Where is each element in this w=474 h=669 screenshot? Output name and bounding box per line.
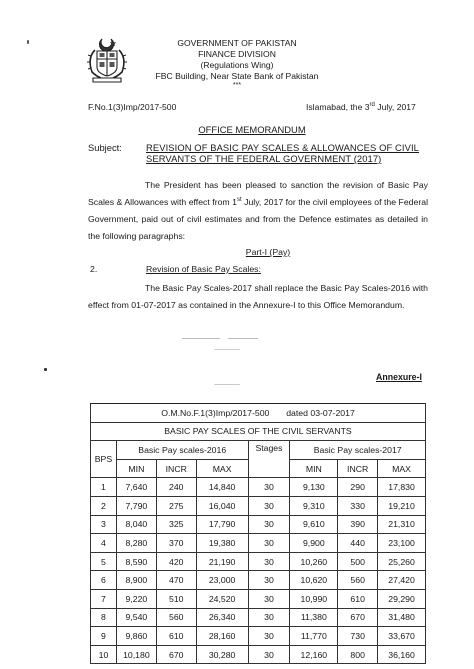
cell-min16: 8,900 <box>116 571 156 590</box>
table-row <box>91 589 426 608</box>
table-ref: O.M.No.F.1(3)Imp/2017-500 <box>161 407 270 418</box>
cell-incr16: 470 <box>156 571 196 590</box>
cell-max17: 17,830 <box>378 478 426 497</box>
table-row <box>91 571 426 590</box>
col-header-min-2017: MIN <box>290 459 338 478</box>
annexure-label: Annexure-I <box>376 372 422 382</box>
cell-incr17: 440 <box>338 534 378 553</box>
cell-bps: 5 <box>91 552 117 571</box>
date-line <box>306 102 416 112</box>
cell-max17: 29,290 <box>378 589 426 608</box>
col-header-incr-2017: INCR <box>338 459 378 478</box>
file-number: F.No.1(3)Imp/2017-500 <box>88 102 177 112</box>
part-heading: Part-I (Pay) <box>245 247 291 257</box>
table-title-row <box>91 422 426 441</box>
cell-max16: 19,380 <box>196 534 248 553</box>
cell-incr16: 325 <box>156 515 196 534</box>
cell-incr17: 560 <box>338 571 378 590</box>
cell-min16: 9,540 <box>116 608 156 627</box>
cell-incr17: 800 <box>338 645 378 664</box>
cell-bps: 8 <box>91 608 117 627</box>
cell-incr17: 330 <box>338 496 378 515</box>
cell-stages: 30 <box>248 608 290 627</box>
cell-incr17: 610 <box>338 589 378 608</box>
header-government: GOVERNMENT OF PAKISTAN <box>177 38 297 48</box>
memo-title: OFFICE MEMORANDUM <box>198 124 306 135</box>
cell-incr17: 390 <box>338 515 378 534</box>
cell-bps: 3 <box>91 515 117 534</box>
cell-incr16: 510 <box>156 589 196 608</box>
cell-min16: 9,220 <box>116 589 156 608</box>
cell-max17: 33,670 <box>378 627 426 646</box>
cell-min16: 9,860 <box>116 627 156 646</box>
subject-text: REVISION OF BASIC PAY SCALES & ALLOWANCES OF CIVIL SERVANTS OF THE FEDERAL GOVERNMENT (2017) <box>146 142 419 164</box>
group-header-2016: Basic Pay scales-2016 <box>116 441 248 460</box>
cell-max17: 23,100 <box>378 534 426 553</box>
cell-min17: 12,160 <box>290 645 338 664</box>
cell-max17: 19,210 <box>378 496 426 515</box>
cell-max16: 17,790 <box>196 515 248 534</box>
cell-bps: 9 <box>91 627 117 646</box>
cell-incr16: 420 <box>156 552 196 571</box>
table-ref-row <box>91 404 426 423</box>
cell-max16: 26,340 <box>196 608 248 627</box>
cell-bps: 7 <box>91 589 117 608</box>
cell-min17: 9,310 <box>290 496 338 515</box>
cell-stages: 30 <box>248 645 290 664</box>
cell-max16: 30,280 <box>196 645 248 664</box>
table-row <box>91 552 426 571</box>
scan-noise <box>214 384 240 385</box>
cell-incr16: 610 <box>156 627 196 646</box>
cell-min17: 9,610 <box>290 515 338 534</box>
table-row <box>91 515 426 534</box>
cell-min16: 8,280 <box>116 534 156 553</box>
cell-incr17: 500 <box>338 552 378 571</box>
cell-stages: 30 <box>248 478 290 497</box>
cell-min16: 7,790 <box>116 496 156 515</box>
header-stars: *** <box>232 82 242 89</box>
cell-min16: 7,640 <box>116 478 156 497</box>
cell-max16: 24,520 <box>196 589 248 608</box>
cell-min17: 9,900 <box>290 534 338 553</box>
header-address: FBC Building, Near State Bank of Pakistan <box>155 71 319 81</box>
cell-max16: 28,160 <box>196 627 248 646</box>
table-row <box>91 627 426 646</box>
col-header-max-2017: MAX <box>378 459 426 478</box>
cell-stages: 30 <box>248 571 290 590</box>
cell-bps: 4 <box>91 534 117 553</box>
cell-min17: 9,130 <box>290 478 338 497</box>
cell-max17: 21,310 <box>378 515 426 534</box>
scan-noise <box>214 349 240 350</box>
subject-label: Subject: <box>88 142 122 153</box>
header-division: FINANCE DIVISION <box>198 49 276 59</box>
date-prefix: Islamabad, the 3 <box>306 102 370 112</box>
scan-noise <box>27 40 29 44</box>
date-sup: rd <box>369 102 375 109</box>
cell-stages: 30 <box>248 627 290 646</box>
para1-sup: st <box>236 197 242 204</box>
col-header-stages: Stages <box>248 441 290 478</box>
cell-incr16: 370 <box>156 534 196 553</box>
cell-min17: 10,260 <box>290 552 338 571</box>
cell-max17: 25,260 <box>378 552 426 571</box>
cell-max16: 23,000 <box>196 571 248 590</box>
table-body <box>91 478 426 664</box>
table-group-row <box>91 441 426 460</box>
cell-min17: 11,770 <box>290 627 338 646</box>
cell-incr16: 240 <box>156 478 196 497</box>
cell-max17: 36,160 <box>378 645 426 664</box>
col-header-max-2016: MAX <box>196 459 248 478</box>
paragraph-2: The Basic Pay Scales-2017 shall replace the Basic Pay Scales-2016 with effect from 01-07-2017 as contained in the Annexure-I to this Office Memorandum. <box>88 283 428 310</box>
cell-max17: 31,480 <box>378 608 426 627</box>
cell-max16: 14,840 <box>196 478 248 497</box>
table-row <box>91 645 426 664</box>
section-number: 2. <box>90 264 98 274</box>
col-header-min-2016: MIN <box>116 459 156 478</box>
table-row <box>91 478 426 497</box>
cell-min17: 11,380 <box>290 608 338 627</box>
cell-incr17: 290 <box>338 478 378 497</box>
group-header-2017: Basic Pay scales-2017 <box>290 441 426 460</box>
cell-min17: 10,620 <box>290 571 338 590</box>
cell-max17: 27,420 <box>378 571 426 590</box>
paragraph-1 <box>88 177 428 245</box>
scan-noise <box>182 338 220 339</box>
cell-bps: 1 <box>91 478 117 497</box>
col-header-incr-2016: INCR <box>156 459 196 478</box>
table-ref-date: dated 03-07-2017 <box>286 407 355 418</box>
cell-bps: 2 <box>91 496 117 515</box>
para1-b: July, 2017 for the civil employees of the Federal Government, paid out of civil estimates and from the Defence estimates as detailed in the following paragraphs: <box>88 197 428 241</box>
scan-noise <box>44 368 47 371</box>
col-header-bps: BPS <box>91 441 117 478</box>
para1-a: The President has been pleased to sanction the revision of Basic Pay Scales & Allowances with effect from 1 <box>88 180 428 207</box>
cell-stages: 30 <box>248 589 290 608</box>
cell-stages: 30 <box>248 552 290 571</box>
cell-incr17: 730 <box>338 627 378 646</box>
table-row <box>91 608 426 627</box>
cell-stages: 30 <box>248 534 290 553</box>
cell-bps: 6 <box>91 571 117 590</box>
table-row <box>91 496 426 515</box>
pay-scale-table <box>90 403 426 664</box>
header-wing: (Regulations Wing) <box>200 60 274 70</box>
cell-incr16: 275 <box>156 496 196 515</box>
table-row <box>91 534 426 553</box>
cell-bps: 10 <box>91 645 117 664</box>
cell-max16: 21,190 <box>196 552 248 571</box>
cell-stages: 30 <box>248 496 290 515</box>
cell-min16: 8,590 <box>116 552 156 571</box>
cell-incr16: 670 <box>156 645 196 664</box>
cell-incr17: 670 <box>338 608 378 627</box>
cell-max16: 16,040 <box>196 496 248 515</box>
table-ref-cell <box>91 404 426 423</box>
date-suffix: July, 2017 <box>374 102 416 112</box>
table-title: BASIC PAY SCALES OF THE CIVIL SERVANTS <box>91 422 426 441</box>
cell-min16: 8,040 <box>116 515 156 534</box>
cell-min17: 10,990 <box>290 589 338 608</box>
cell-stages: 30 <box>248 515 290 534</box>
cell-min16: 10,180 <box>116 645 156 664</box>
section-title: Revision of Basic Pay Scales: <box>146 264 261 274</box>
cell-incr16: 560 <box>156 608 196 627</box>
scan-noise <box>228 338 258 339</box>
